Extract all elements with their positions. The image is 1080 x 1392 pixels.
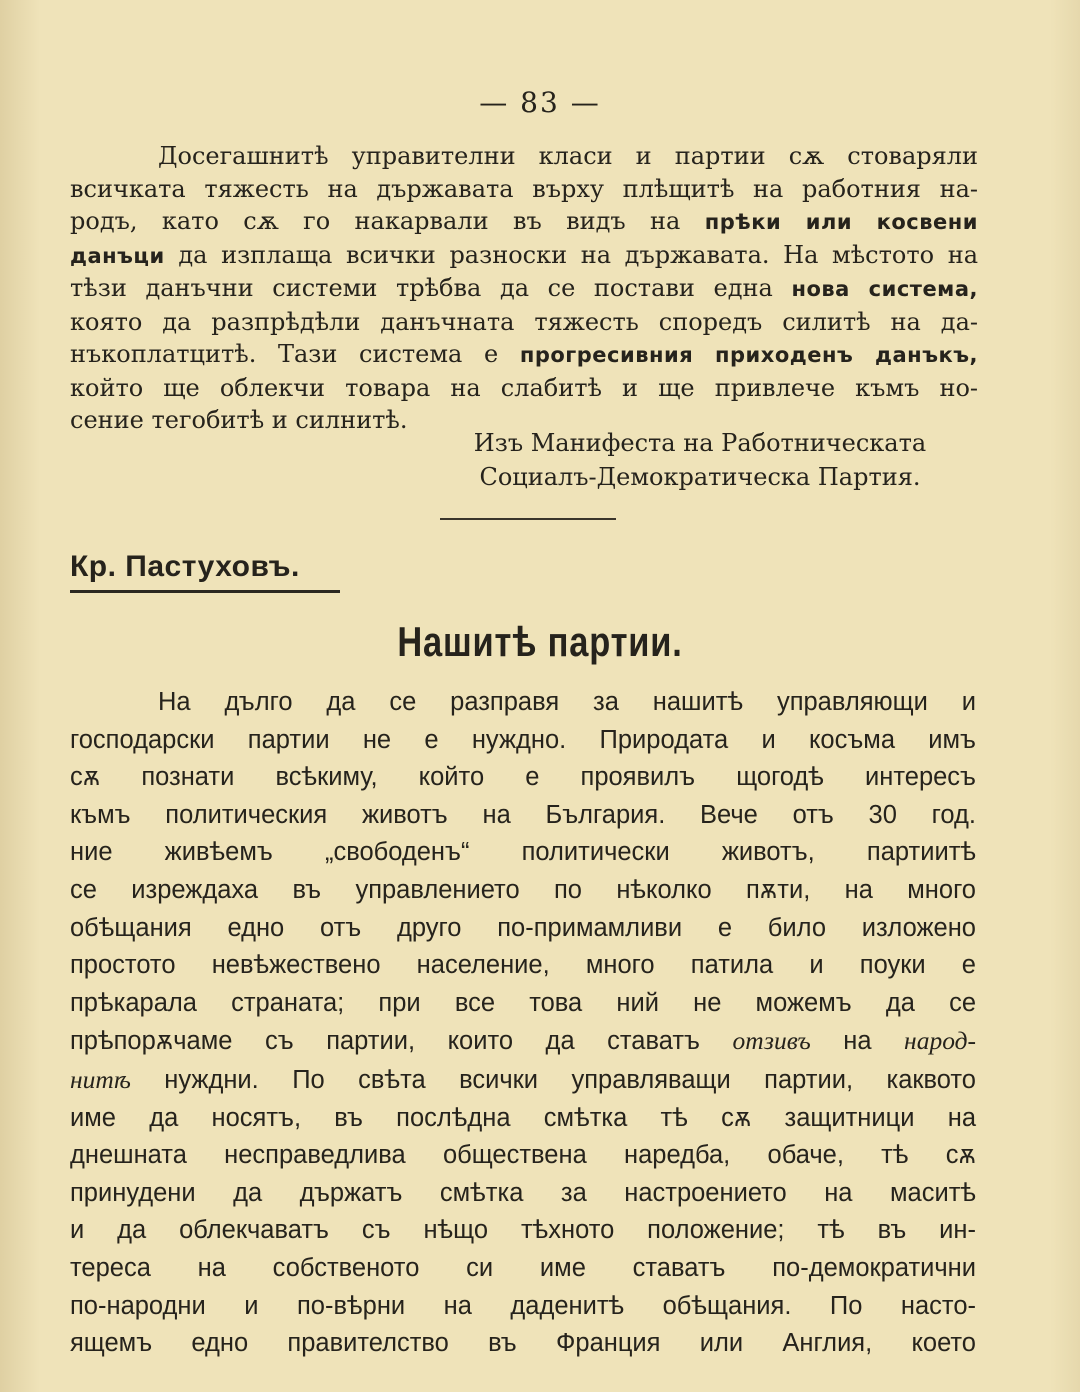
- body-line: простото невѣжествено население, много патила и поуки е: [70, 951, 976, 980]
- quote-line-text: родъ, като сѫ го накарвали въ видъ на: [70, 207, 681, 235]
- article-author: Кр. Пастуховъ.: [70, 550, 340, 593]
- body-line: и да облекчаватъ съ нѣщо тѣхното положение; тѣ въ ин-: [70, 1216, 976, 1245]
- body-line: тереса на собственото си име ставатъ по-демократични: [70, 1253, 976, 1282]
- section-divider: [440, 518, 616, 520]
- article-body: [70, 684, 976, 1363]
- body-line-text: на: [843, 1027, 872, 1056]
- body-italic-text: отзивъ: [732, 1026, 811, 1056]
- quote-bold-text: прогресивния приходенъ данъкъ,: [519, 343, 978, 367]
- quote-line: която да разпрѣдѣли данъчната тяжесть споредъ силитѣ на да-: [70, 307, 978, 336]
- body-line: ние живѣемъ „свободенъ“ политически животъ, партиитѣ: [70, 838, 976, 867]
- body-line: се изреждаха въ управлението по нѣколко пѫти, на много: [70, 875, 976, 904]
- quote-line: който ще облекчи товара на слабитѣ и ще привлече къмъ но-: [70, 373, 978, 402]
- page-number: — 83 —: [479, 86, 601, 119]
- manifesto-quote: [70, 140, 978, 437]
- body-line-text: нуждни. По свѣта всички управляващи партии, каквото: [164, 1065, 976, 1094]
- quote-bold-text: данъци: [70, 243, 165, 268]
- quote-line: [70, 239, 978, 273]
- body-line: къмъ политическия животъ на България. Вече отъ 30 год.: [70, 800, 976, 829]
- article-title: Нашитѣ партии.: [397, 618, 683, 665]
- body-italic-text: народ-: [904, 1026, 977, 1056]
- body-line: [70, 1061, 976, 1100]
- body-line: [70, 1022, 976, 1061]
- quote-source: [430, 426, 970, 494]
- quote-line: Досегашнитѣ управителни класи и партии сѫ стоваряли: [158, 142, 978, 170]
- source-line-2: Социалъ-Демократическа Партия.: [479, 463, 921, 491]
- quote-bold-text: нова система,: [791, 277, 978, 301]
- body-line: днешната несправедлива обществена наредба, обаче, тѣ сѫ: [70, 1141, 976, 1170]
- quote-line-text: тѣзи данъчни системи трѣбва да се постави една: [70, 274, 773, 302]
- quote-line: [70, 205, 978, 239]
- quote-line-text: нъкоплатцитѣ. Тази система е: [70, 340, 499, 368]
- body-line: прѣкарала страната; при все това ний не можемъ да се: [70, 988, 976, 1017]
- quote-line-text: да изплаща всички разноски на държавата. На мѣстото на: [178, 240, 979, 269]
- quote-line: [70, 338, 978, 372]
- body-line: сѫ познати всѣкиму, който е проявилъ щогодѣ интересъ: [70, 763, 976, 792]
- body-italic-text: нитѣ: [70, 1064, 131, 1094]
- quote-line: всичката тяжесть на държавата върху плѣщитѣ на работния на-: [70, 174, 978, 203]
- quote-line: сение тегобитѣ и силнитѣ.: [70, 406, 408, 434]
- body-line-text: прѣпорѫчаме съ партии, които да ставатъ: [70, 1027, 700, 1056]
- body-line: На дълго да се разправя за нашитѣ управляющи и: [158, 688, 976, 716]
- body-line: ящемъ едно правителство въ Франция или Англия, което: [70, 1329, 976, 1358]
- body-line: по-народни и по-вѣрни на даденитѣ обѣщания. По насто-: [70, 1291, 976, 1320]
- quote-bold-text: прѣки или косвени: [704, 210, 978, 234]
- body-line: принудени да държатъ смѣтка за настроението на маситѣ: [70, 1178, 976, 1207]
- body-line: господарски партии не е нуждно. Природата и косъма имъ: [70, 725, 976, 754]
- body-line: обѣщания едно отъ друго по-примамливи е било изложено: [70, 913, 976, 942]
- source-line-1: Изъ Манифеста на Работническата: [473, 429, 927, 457]
- quote-line: [70, 272, 978, 306]
- body-line: име да носятъ, въ послѣдна смѣтка тѣ сѫ защитници на: [70, 1103, 976, 1132]
